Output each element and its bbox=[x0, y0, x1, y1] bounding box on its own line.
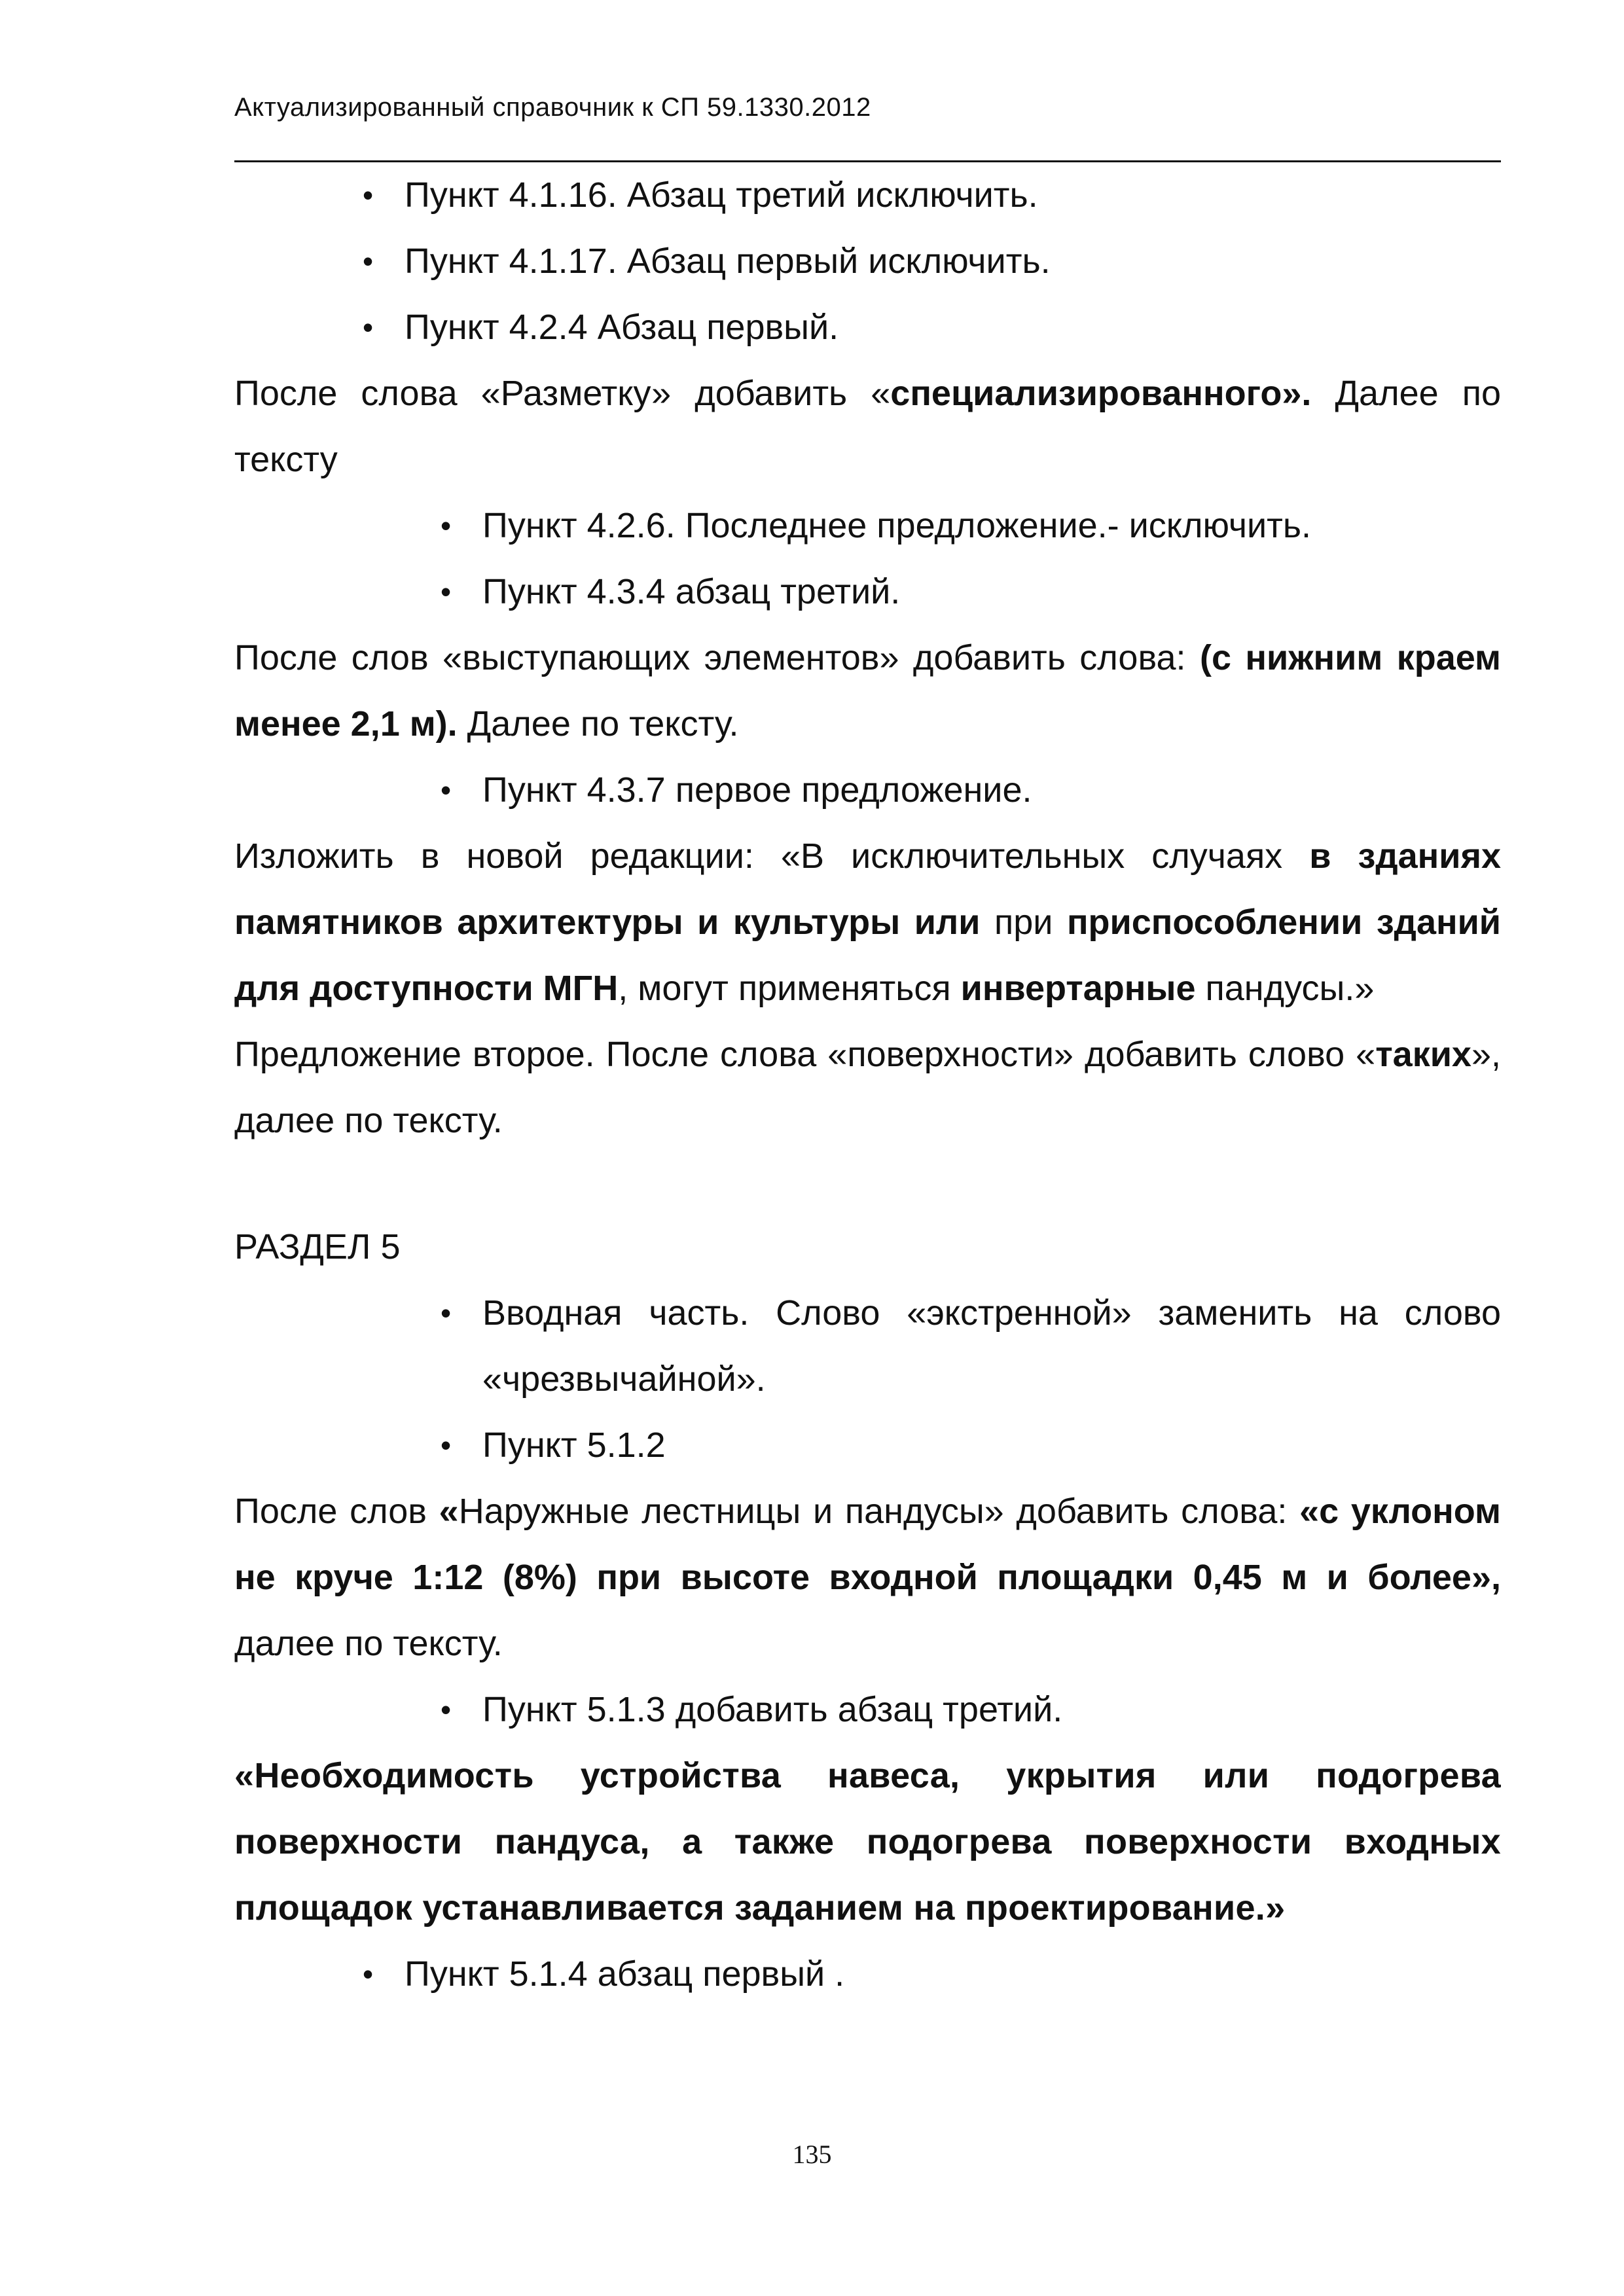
text-span: при bbox=[980, 903, 1067, 942]
list-item-text: Пункт 5.1.4 абзац первый . bbox=[405, 1954, 845, 1994]
bold-span: в зданиях памятников архитектуры и культуры или bbox=[234, 836, 1501, 942]
text-span: Далее по тексту bbox=[234, 374, 1501, 479]
text-span: Предложение второе. После слова «поверхности» добавить слово « bbox=[234, 1035, 1376, 1074]
text-span: , могут применяться bbox=[618, 969, 961, 1008]
bold-span: (с нижним краем менее 2,1 м). bbox=[234, 638, 1502, 744]
text-span: пандусы.» bbox=[1195, 969, 1375, 1008]
bold-span: специализированного». bbox=[890, 374, 1312, 413]
list-item-text: Пункт 5.1.3 добавить абзац третий. bbox=[482, 1690, 1063, 1729]
bold-span: «с уклоном не круче 1:12 (8%) при высоте входной площадки 0,45 м и более», bbox=[234, 1492, 1502, 1597]
list-item-text: Пункт 4.2.6. Последнее предложение.- исключить. bbox=[482, 506, 1312, 545]
bold-span: инвертарные bbox=[960, 969, 1196, 1008]
text-span: », далее по тексту. bbox=[234, 1035, 1501, 1140]
bullet-icon: • bbox=[363, 1957, 374, 1991]
section-heading: РАЗДЕЛ 5 bbox=[234, 1227, 401, 1266]
list-item bbox=[234, 1677, 1501, 1743]
spacer bbox=[234, 1154, 1501, 1214]
list-item bbox=[234, 1941, 1501, 2007]
bullet-icon: • bbox=[441, 509, 452, 543]
list-item bbox=[234, 295, 1501, 361]
list-item-text: Пункт 5.1.2 bbox=[482, 1426, 666, 1465]
list-item-text: Пункт 4.3.4 абзац третий. bbox=[482, 572, 901, 611]
page-number: 135 bbox=[792, 2140, 832, 2169]
bold-span: таких bbox=[1375, 1035, 1471, 1074]
list-item bbox=[234, 1280, 1501, 1412]
bullet-icon: • bbox=[363, 244, 374, 278]
paragraph bbox=[234, 625, 1501, 757]
bold-span: « bbox=[439, 1492, 459, 1531]
bullet-icon: • bbox=[441, 1428, 452, 1462]
bullet-icon: • bbox=[441, 575, 452, 609]
text-span: После слов «выступающих элементов» добавить слова: bbox=[234, 638, 1200, 677]
bullet-icon: • bbox=[441, 773, 452, 807]
list-item-text: Пункт 4.3.7 первое предложение. bbox=[482, 770, 1032, 810]
text-span: После слов bbox=[234, 1492, 439, 1531]
list-item bbox=[234, 162, 1501, 228]
paragraph bbox=[234, 823, 1501, 1022]
paragraph bbox=[234, 361, 1501, 493]
bullet-icon: • bbox=[441, 1693, 452, 1727]
text-span: Далее по тексту. bbox=[457, 704, 739, 744]
document-body bbox=[234, 162, 1501, 2007]
text-span: После слова «Разметку» добавить « bbox=[234, 374, 891, 413]
list-item bbox=[234, 228, 1501, 295]
paragraph bbox=[234, 1479, 1501, 1677]
list-item-text: Пункт 4.2.4 Абзац первый. bbox=[405, 308, 839, 347]
bullet-icon: • bbox=[441, 1296, 452, 1330]
list-item bbox=[234, 559, 1501, 625]
text-span: Изложить в новой редакции: «В исключительных случаях bbox=[234, 836, 1310, 876]
paragraph bbox=[234, 1022, 1501, 1154]
list-item bbox=[234, 493, 1501, 559]
page-header-title: Актуализированный справочник к СП 59.1330.2012 bbox=[234, 93, 871, 122]
list-item-text: Вводная часть. Слово «экстренной» заменить на слово «чрезвычайной». bbox=[482, 1293, 1501, 1399]
text-span: Наружные лестницы и пандусы» добавить слова: bbox=[458, 1492, 1300, 1531]
list-item bbox=[234, 1412, 1501, 1479]
list-item-text: Пункт 4.1.17. Абзац первый исключить. bbox=[405, 242, 1051, 281]
bold-span: приспособлении зданий для доступности МГН bbox=[234, 903, 1502, 1008]
bold-paragraph: «Необходимость устройства навеса, укрытия или подогрева поверхности пандуса, а также подогрева поверхности входных площадок устанавливается заданием на проектирование.» bbox=[234, 1756, 1501, 1928]
bullet-icon: • bbox=[363, 178, 374, 212]
bullet-icon: • bbox=[363, 310, 374, 344]
list-item bbox=[234, 757, 1501, 823]
text-span: далее по тексту. bbox=[234, 1624, 503, 1663]
list-item-text: Пункт 4.1.16. Абзац третий исключить. bbox=[405, 175, 1038, 215]
